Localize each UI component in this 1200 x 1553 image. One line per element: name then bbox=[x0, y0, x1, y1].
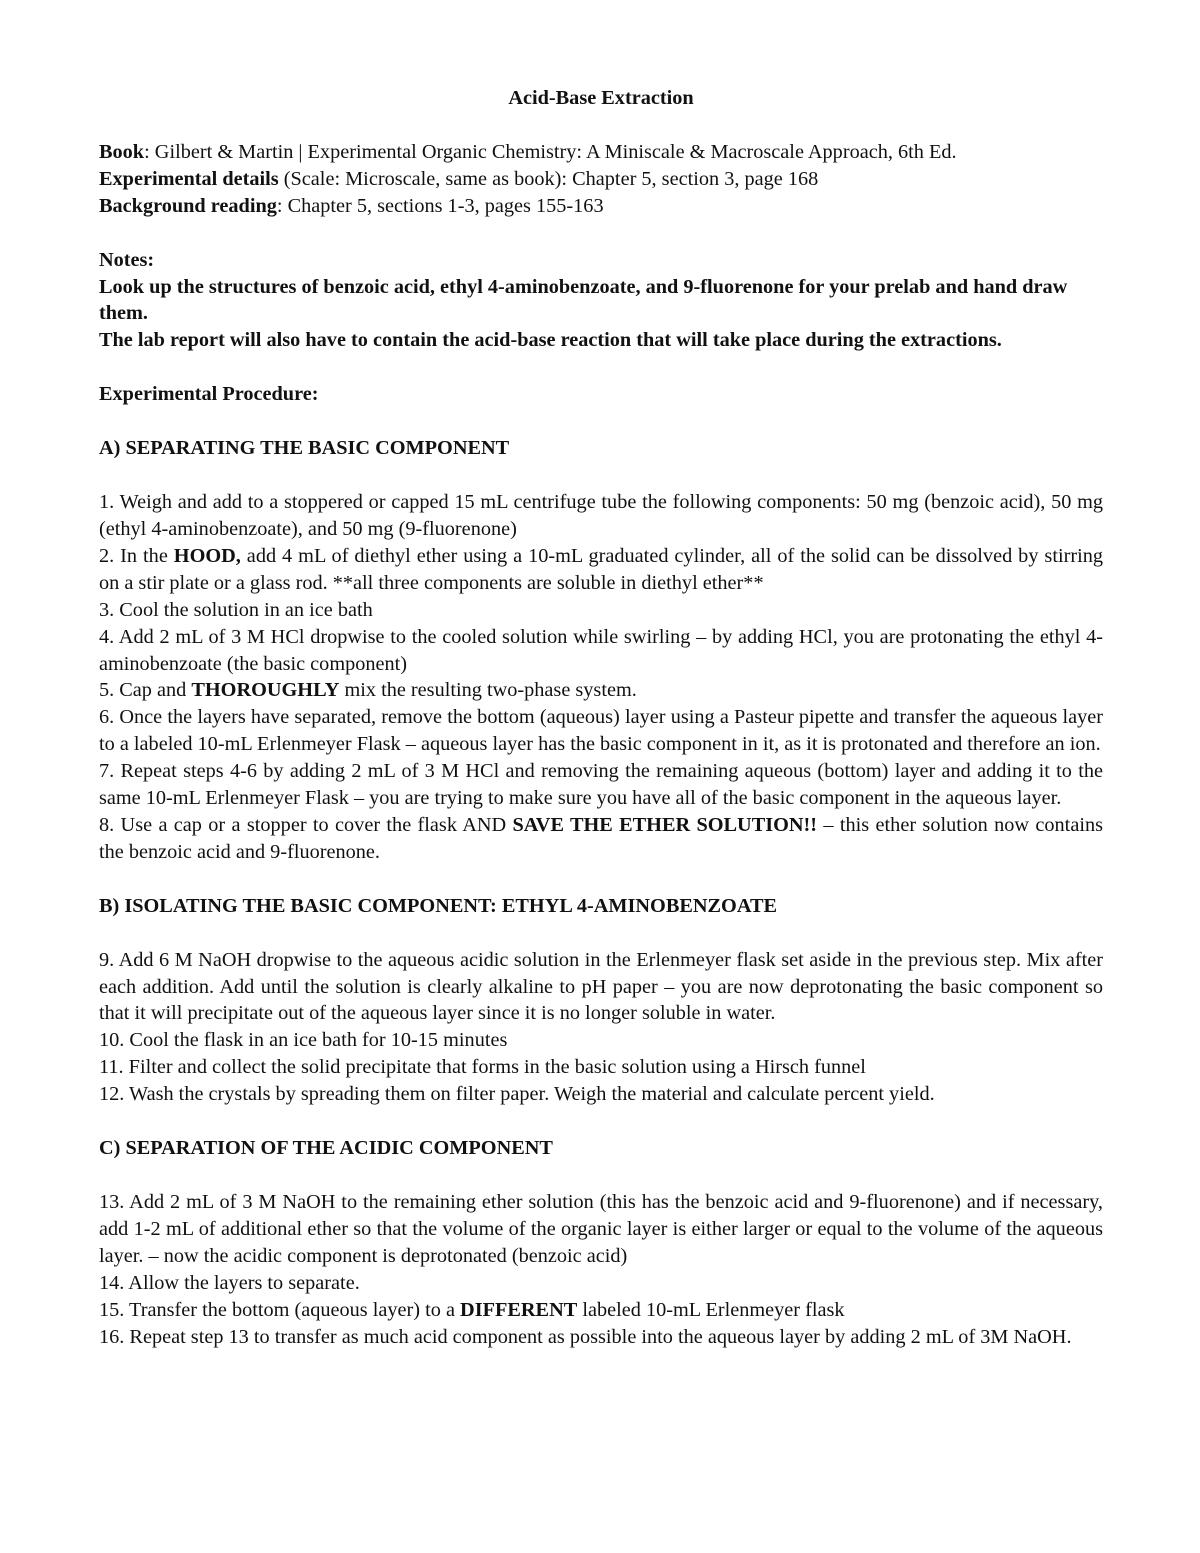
notes-line-2: The lab report will also have to contain the acid-base reaction that will take place during the extractions. bbox=[99, 329, 1002, 352]
step-5-rest: mix the resulting two-phase system. bbox=[339, 679, 637, 702]
document-title: Acid-Base Extraction bbox=[508, 87, 694, 109]
background-value: : Chapter 5, sections 1-3, pages 155-163 bbox=[276, 194, 604, 217]
section-a-heading: A) SEPARATING THE BASIC COMPONENT bbox=[99, 437, 510, 460]
background-label: Background reading bbox=[99, 194, 277, 217]
procedure-heading: Experimental Procedure: bbox=[99, 383, 319, 406]
step-5 bbox=[99, 677, 1103, 704]
details-line bbox=[99, 166, 1103, 193]
step-5-prefix: 5. Cap and bbox=[99, 679, 192, 702]
step-4: 4. Add 2 mL of 3 M HCl dropwise to the cooled solution while swirling – by adding HCl, you are protonating the ethyl 4-aminobenzoate (the basic component) bbox=[99, 625, 1103, 675]
step-8-prefix: 8. Use a cap or a stopper to cover the flask AND bbox=[99, 813, 513, 836]
document-page bbox=[99, 85, 1103, 1350]
section-b-heading: B) ISOLATING THE BASIC COMPONENT: ETHYL 4-AMINOBENZOATE bbox=[99, 894, 778, 917]
step-15-rest: labeled 10-mL Erlenmeyer flask bbox=[577, 1298, 845, 1321]
book-label: Book bbox=[99, 140, 145, 163]
step-5-emphasis: THOROUGHLY bbox=[191, 679, 340, 702]
background-line bbox=[99, 193, 1103, 220]
step-2-rest: add 4 mL of diethyl ether using a 10-mL graduated cylinder, all of the solid can be dissolved by stirring on a stir plate or a glass rod. **all three components are soluble in diethyl ether** bbox=[99, 544, 1104, 594]
step-7: 7. Repeat steps 4-6 by adding 2 mL of 3 M HCl and removing the remaining aqueous (bottom) layer and adding it to the same 10-mL Erlenmeyer Flask – you are trying to make sure you have all of the basic component in the aqueous layer. bbox=[99, 760, 1103, 810]
step-15 bbox=[99, 1297, 1103, 1324]
book-value: : Gilbert & Martin | Experimental Organic Chemistry: A Miniscale & Macroscale Approach, 6th Ed. bbox=[144, 140, 957, 163]
step-3: 3. Cool the solution in an ice bath bbox=[99, 598, 373, 621]
step-1: 1. Weigh and add to a stoppered or capped 15 mL centrifuge tube the following components: 50 mg (benzoic acid), 50 mg (ethyl 4-aminobenzoate), and 50 mg (9-fluorenone) bbox=[99, 491, 1103, 540]
step-15-emphasis: DIFFERENT bbox=[460, 1298, 578, 1321]
book-line bbox=[99, 139, 1103, 166]
step-6: 6. Once the layers have separated, remove the bottom (aqueous) layer using a Pasteur pipette and transfer the aqueous layer to a labeled 10-mL Erlenmeyer Flask – aqueous layer has the basic component in it, as it is protonated and therefore an ion. bbox=[99, 706, 1103, 756]
step-2-emphasis: HOOD, bbox=[173, 544, 241, 567]
step-11: 11. Filter and collect the solid precipitate that forms in the basic solution using a Hirsch funnel bbox=[99, 1056, 866, 1079]
step-8 bbox=[99, 812, 1103, 866]
step-14: 14. Allow the layers to separate. bbox=[99, 1271, 360, 1294]
step-9: 9. Add 6 M NaOH dropwise to the aqueous acidic solution in the Erlenmeyer flask set aside in the previous step. Mix after each addition. Add until the solution is clearly alkaline to pH paper – you are now deprotonating the basic component so that it will precipitate out of the aqueous layer since it is no longer soluble in water. bbox=[99, 948, 1103, 1025]
step-8-emphasis: SAVE THE ETHER SOLUTION!! bbox=[512, 813, 818, 836]
step-12: 12. Wash the crystals by spreading them on filter paper. Weigh the material and calculate percent yield. bbox=[99, 1083, 935, 1106]
step-10: 10. Cool the flask in an ice bath for 10-15 minutes bbox=[99, 1029, 508, 1052]
details-value: (Scale: Microscale, same as book): Chapter 5, section 3, page 168 bbox=[278, 167, 819, 190]
step-2 bbox=[99, 543, 1103, 597]
step-13: 13. Add 2 mL of 3 M NaOH to the remaining ether solution (this has the benzoic acid and 9-fluorenone) and if necessary, add 1-2 mL of additional ether so that the volume of the organic layer is either larger or equal to the volume of the aqueous layer. – now the acidic component is deprotonated (benzoic acid) bbox=[99, 1191, 1103, 1267]
notes-line-1: Look up the structures of benzoic acid, ethyl 4-aminobenzoate, and 9-fluorenone for your prelab and hand draw them. bbox=[99, 275, 1068, 325]
notes-heading: Notes: bbox=[99, 248, 155, 271]
step-8-rest: – this ether solution now contains the benzoic acid and 9-fluorenone. bbox=[99, 813, 1103, 863]
details-label: Experimental details bbox=[99, 167, 279, 190]
section-c-heading: C) SEPARATION OF THE ACIDIC COMPONENT bbox=[99, 1137, 553, 1160]
step-16: 16. Repeat step 13 to transfer as much acid component as possible into the aqueous layer by adding 2 mL of 3M NaOH. bbox=[99, 1325, 1072, 1348]
step-2-prefix: 2. In the bbox=[99, 544, 174, 567]
step-15-prefix: 15. Transfer the bottom (aqueous layer) to a bbox=[99, 1298, 461, 1321]
